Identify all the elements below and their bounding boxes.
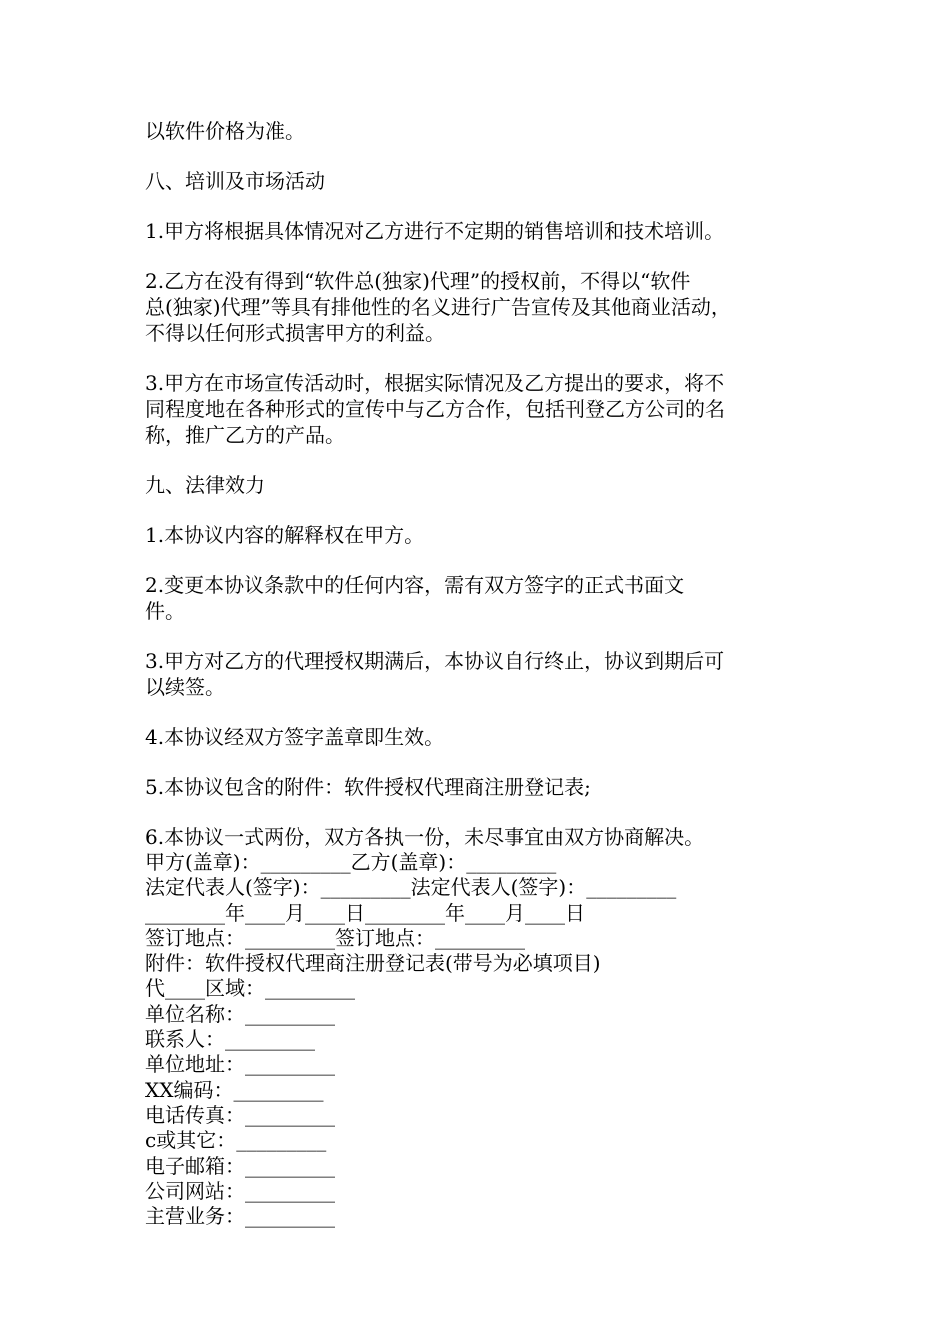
section-heading-training: 八、培训及市场活动 [145,169,325,193]
form-field-contact: 联系人：_________ [145,1027,315,1052]
form-field-region: 代____区域：_________ [145,976,355,1001]
form-field-website: 公司网站：_________ [145,1178,335,1203]
date-line: ________年____月____日________年____月____日 [145,900,585,925]
clause-9-3: 3.甲方对乙方的代理授权期满后，本协议自行终止，协议到期后可 以续签。 [145,649,725,699]
paragraph-price-note: 以软件价格为准。 [145,119,305,143]
form-field-email: 电子邮箱：_________ [145,1153,335,1178]
form-field-address: 单位地址：_________ [145,1052,335,1077]
form-field-postcode: XX编码：_________ [145,1077,324,1102]
clause-9-6: 6.本协议一式两份，双方各执一份，未尽事宜由双方协商解决。 [145,825,705,849]
signature-and-registration-form [145,850,825,1229]
form-field-company-name: 单位名称：_________ [145,1001,335,1026]
party-seal-line: 甲方(盖章)：_________乙方(盖章)：_________ [145,850,557,874]
clause-9-1: 1.本协议内容的解释权在甲方。 [145,523,425,547]
clause-9-2: 2.变更本协议条款中的任何内容，需有双方签字的正式书面文 件。 [145,573,685,623]
document-page [145,118,825,1229]
attachment-title: 附件：软件授权代理商注册登记表(带号为必填项目) [145,951,601,976]
legal-rep-signature-line: 法定代表人(签字)：_________法定代表人(签字)：_________ [145,875,677,900]
form-field-main-business: 主营业务：_________ [145,1204,335,1229]
clause-8-1: 1.甲方将根据具体情况对乙方进行不定期的销售培训和技术培训。 [145,219,725,243]
clause-9-5: 5.本协议包含的附件：软件授权代理商注册登记表; [145,775,591,799]
section-heading-legal: 九、法律效力 [145,473,265,497]
form-field-other: c或其它：_________ [145,1128,327,1153]
signing-location-line: 签订地点：_________签订地点：_________ [145,925,525,950]
clause-9-4: 4.本协议经双方签字盖章即生效。 [145,725,445,749]
clause-8-2: 2.乙方在没有得到“软件总(独家)代理”的授权前，不得以“软件 总(独家)代理”等具有排他性的名义进行广告宣传及其他商业活动， 不得以任何形式损害甲方的利益。 [145,269,731,345]
form-field-phone-fax: 电话传真：_________ [145,1102,335,1127]
clause-8-3: 3.甲方在市场宣传活动时，根据实际情况及乙方提出的要求，将不 同程度地在各种形式的宣传中与乙方合作，包括刊登乙方公司的名 称，推广乙方的产品。 [145,371,725,447]
